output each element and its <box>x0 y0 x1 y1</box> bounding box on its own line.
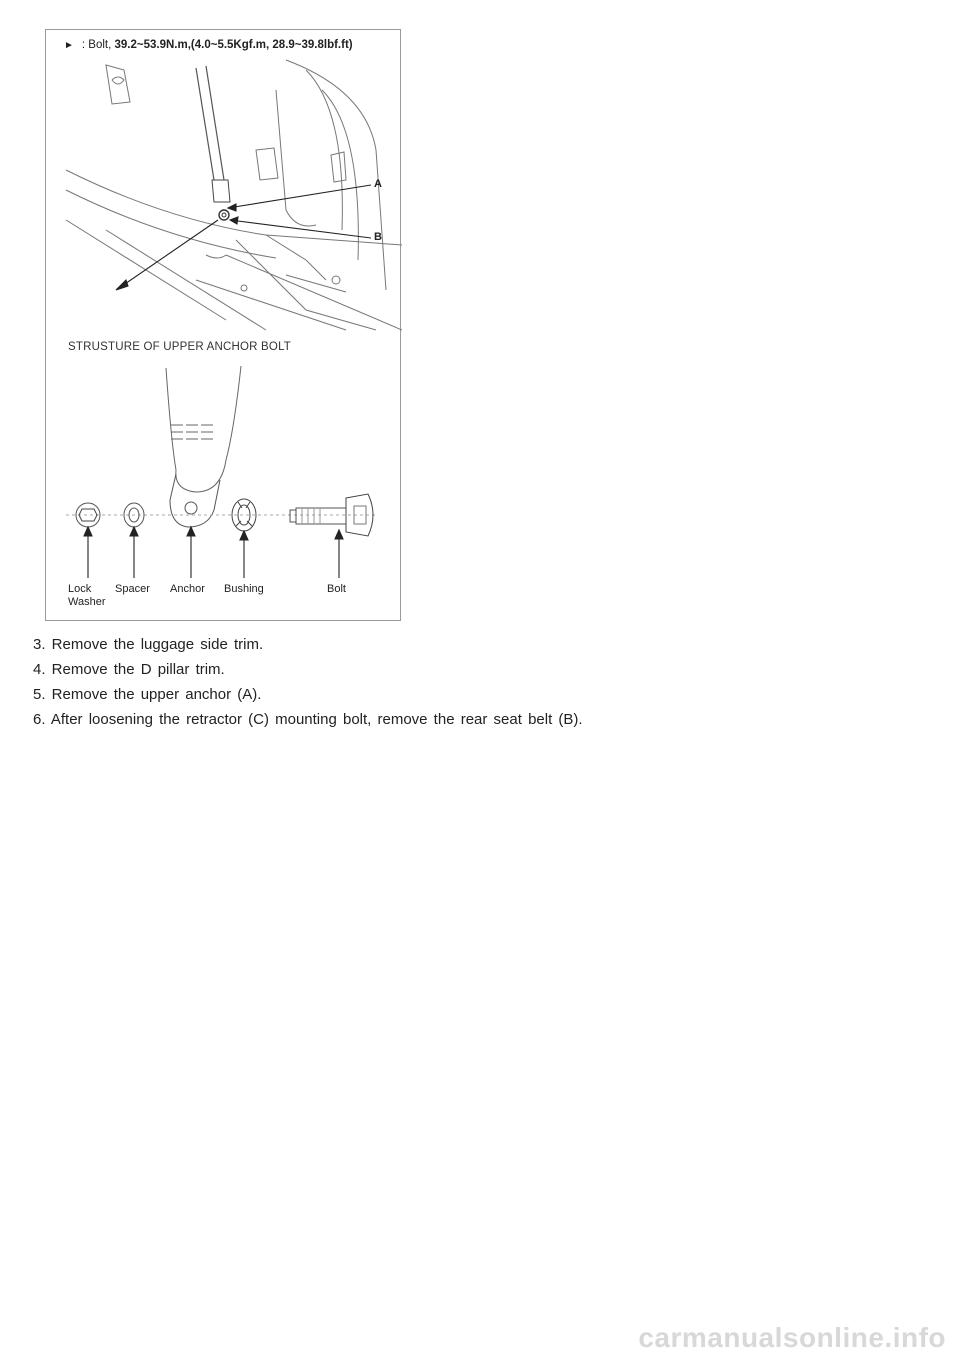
part-label-bolt: Bolt <box>327 583 346 595</box>
step-item: 4. Remove the D pillar trim. <box>33 661 225 678</box>
callout-b: B <box>374 231 382 243</box>
torque-value: 39.2~53.9N.m,(4.0~5.5Kgf.m, 28.9~39.8lbf.ft) <box>114 39 353 51</box>
triangle-arrow-icon: ► <box>64 40 74 51</box>
part-label-spacer: Spacer <box>115 583 150 595</box>
procedure-steps <box>33 634 583 734</box>
part-label-lock-washer <box>68 583 106 609</box>
step-item: 5. Remove the upper anchor (A). <box>33 686 262 703</box>
installation-figure <box>45 29 401 621</box>
part-label-washer: Washer <box>68 596 106 608</box>
step-item: 6. After loosening the retractor (C) mounting bolt, remove the rear seat belt (B). <box>33 711 583 728</box>
torque-spec <box>64 39 353 51</box>
step-item: 3. Remove the luggage side trim. <box>33 636 264 653</box>
figure-illustration <box>46 30 402 622</box>
callout-a: A <box>374 178 382 190</box>
watermark: carmanualsonline.info <box>638 1322 946 1353</box>
structure-title: STRUSTURE OF UPPER ANCHOR BOLT <box>68 341 292 353</box>
part-label-bushing: Bushing <box>224 583 264 595</box>
part-label-lock: Lock <box>68 583 92 595</box>
part-label-anchor: Anchor <box>170 583 205 595</box>
torque-prefix: : Bolt, <box>81 39 115 51</box>
